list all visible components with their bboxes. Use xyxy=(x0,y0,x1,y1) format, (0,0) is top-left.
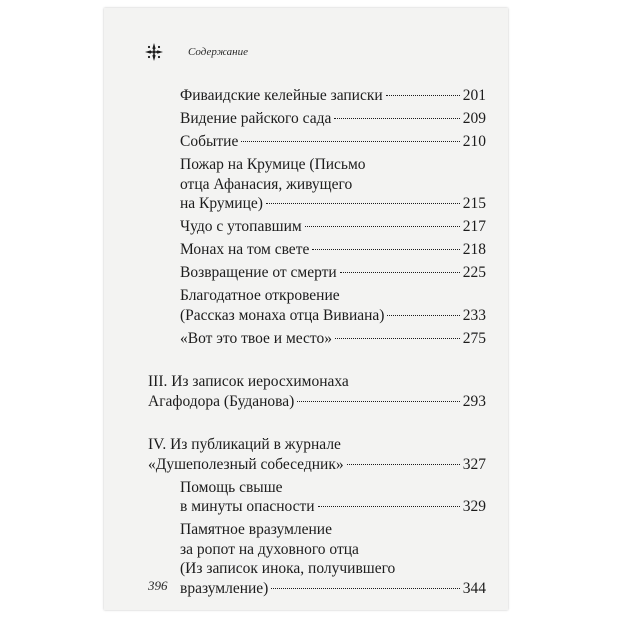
toc-page-number: 218 xyxy=(462,241,486,258)
toc-page-number: 209 xyxy=(462,110,486,127)
toc-page-number: 293 xyxy=(462,392,486,410)
toc-entry-line: за ропот на духовного отца xyxy=(180,540,359,558)
toc-entry xyxy=(180,155,486,214)
toc-entry xyxy=(180,109,486,129)
toc-page-number: 217 xyxy=(462,218,486,235)
toc-entry-line: Благодатное откровение xyxy=(180,287,340,304)
cross-flourish-icon xyxy=(144,42,164,62)
toc-entry-title: «Душеполезный собеседник» xyxy=(148,455,344,473)
dot-leader xyxy=(312,249,459,250)
dot-leader xyxy=(387,315,459,316)
dot-leader xyxy=(241,141,459,142)
toc-entry-line: Памятное вразумление xyxy=(180,521,332,538)
toc-entry-title: Видение райского сада xyxy=(180,110,332,127)
toc-part-heading: IV. Из публикаций в журнале xyxy=(148,436,341,453)
toc-page-number: 344 xyxy=(462,579,486,597)
toc-page-number: 225 xyxy=(462,264,486,281)
toc-entry-title: вразумление) xyxy=(180,579,269,597)
dot-leader xyxy=(297,401,459,402)
toc-entry-title: «Вот это твое и место» xyxy=(180,329,333,347)
dot-leader xyxy=(271,588,459,589)
dot-leader xyxy=(386,95,460,96)
dot-leader xyxy=(266,203,460,204)
dot-leader xyxy=(340,272,460,273)
toc-entry xyxy=(180,478,486,517)
dot-leader xyxy=(347,464,460,465)
toc-entry xyxy=(180,240,486,260)
dot-leader xyxy=(334,118,459,119)
toc-page-number: 233 xyxy=(462,306,486,324)
book-page xyxy=(104,8,508,610)
toc-entry-title: Событие xyxy=(180,133,239,150)
toc-entry-title: в минуты опасности xyxy=(180,498,315,515)
toc-part-entry xyxy=(148,372,486,411)
toc-part-entry xyxy=(148,435,486,474)
toc-page-number: 215 xyxy=(462,195,486,212)
table-of-contents xyxy=(148,86,486,598)
toc-entry-line: отца Афанасия, живущего xyxy=(180,175,353,193)
dot-leader xyxy=(335,338,460,339)
toc-entry xyxy=(180,217,486,237)
toc-entry-title: Возвращение от смерти xyxy=(180,264,337,281)
toc-entry xyxy=(180,520,486,598)
toc-page-number: 329 xyxy=(462,498,486,515)
toc-entry-title: Фиваидские келейные записки xyxy=(180,87,383,104)
toc-page-number: 210 xyxy=(462,133,486,150)
dot-leader xyxy=(305,226,460,227)
toc-entry xyxy=(180,132,486,152)
toc-page-number: 275 xyxy=(462,329,486,347)
toc-entry-line: Помощь свыше xyxy=(180,478,283,496)
toc-entry-title: на Крумице) xyxy=(180,195,263,212)
toc-part-heading: III. Из записок иеросхимонаха xyxy=(148,373,349,390)
toc-entry xyxy=(180,286,486,325)
toc-page-number: 201 xyxy=(462,87,486,104)
toc-entry-title: Чудо с утопавшим xyxy=(180,218,302,235)
toc-entry-line: Пожар на Крумице (Письмо xyxy=(180,156,366,173)
toc-entry-line: (Из записок инока, получившего xyxy=(180,560,396,577)
toc-entry xyxy=(180,329,486,349)
toc-entry-title: Монах на том свете xyxy=(180,241,310,258)
dot-leader xyxy=(318,506,460,507)
toc-entry-title: (Рассказ монаха отца Вивиана) xyxy=(180,306,385,324)
toc-entry-title: Агафодора (Буданова) xyxy=(148,392,295,410)
running-header-title: Содержание xyxy=(188,46,249,58)
toc-entry xyxy=(180,263,486,283)
toc-entry xyxy=(180,86,486,106)
toc-page-number: 327 xyxy=(462,455,486,473)
page-number: 396 xyxy=(148,578,168,593)
